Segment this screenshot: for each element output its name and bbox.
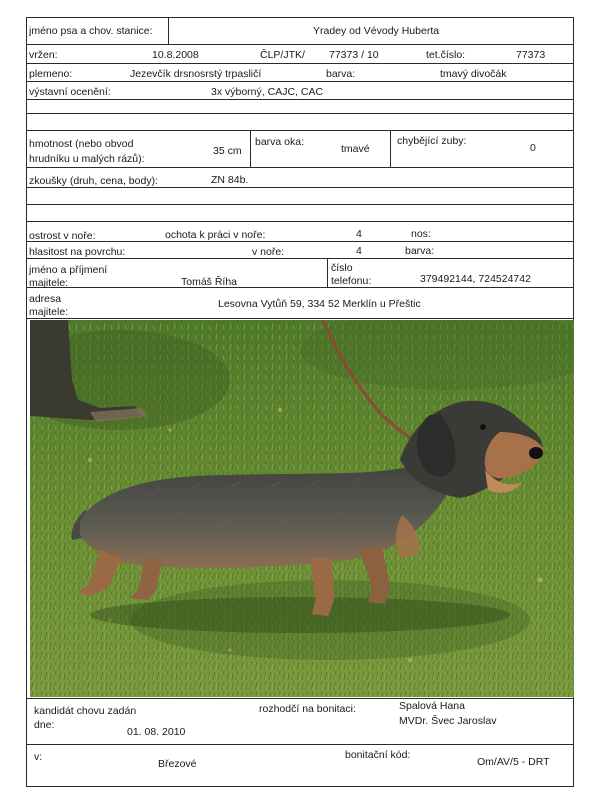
judges-label: rozhodčí na bonitaci: [259, 703, 356, 715]
weight-value: 35 cm [213, 145, 242, 157]
date-value: 01. 08. 2010 [127, 726, 186, 738]
form-line [26, 63, 574, 64]
owner-name-label-2: majitele: [29, 277, 69, 289]
form-line [26, 221, 574, 222]
weight-label-2: hrudníku u malých rázů): [29, 153, 145, 165]
registry-value: 77373 / 10 [329, 49, 379, 61]
missing-teeth-label: chybějící zuby: [397, 135, 467, 147]
missing-teeth-value: 0 [530, 142, 536, 154]
phone-label: číslo [331, 262, 353, 274]
form-line [26, 99, 574, 100]
form-line [26, 241, 574, 242]
form-border-left [26, 17, 27, 786]
phone-value: 379492144, 724524742 [420, 273, 531, 285]
color-value: tmavý divočák [440, 68, 507, 80]
awards-label: výstavní ocenění: [29, 86, 111, 98]
date-label: dne: [34, 719, 55, 731]
code-value: Om/AV/5 - DRT [477, 756, 550, 768]
form-line [26, 786, 574, 787]
loudness-label: hlasitost na povrchu: [29, 246, 126, 258]
form-divider [327, 258, 328, 287]
form-line [26, 113, 574, 114]
form-line [26, 258, 574, 259]
address-label: adresa [29, 293, 62, 305]
form-line [26, 130, 574, 131]
phone-label-2: telefonu: [331, 275, 372, 287]
form-line [26, 744, 574, 745]
tests-value: ZN 84b. [211, 174, 249, 186]
place-label: v: [34, 751, 43, 763]
owner-name-label: jméno a příjmení [29, 264, 108, 276]
dog-photo [30, 320, 574, 697]
born-label: vržen: [29, 49, 58, 61]
willingness-value: 4 [356, 228, 362, 240]
nose-label: nos: [411, 228, 431, 240]
code-label: bonitační kód: [345, 749, 411, 761]
breed-value: Jezevčík drsnosrstý trpasličí [130, 68, 262, 80]
born-value: 10.8.2008 [152, 49, 199, 61]
breeding-candidate-label: kandidát chovu zadán [34, 705, 137, 717]
form-line [26, 204, 574, 205]
form-line [26, 187, 574, 188]
sharpness-label: ostrost v noře: [29, 230, 96, 242]
form-line [26, 698, 574, 699]
owner-name-value: Tomáš Říha [181, 276, 238, 288]
form-line [26, 17, 574, 18]
color-label: barva: [326, 68, 356, 80]
form-line [26, 44, 574, 45]
tattoo-value: 77373 [516, 49, 546, 61]
awards-value: 3x výborný, CAJC, CAC [211, 86, 324, 98]
judge-name-2: MVDr. Švec Jaroslav [399, 715, 497, 727]
registry-label: ČLP/JTK/ [260, 49, 305, 61]
in-burrow-value: 4 [356, 245, 362, 257]
form-line [26, 287, 574, 288]
in-burrow-label: v noře: [252, 246, 285, 258]
weight-label: hmotnost (nebo obvod [29, 138, 134, 150]
form-divider [168, 17, 169, 44]
place-value: Březové [158, 758, 197, 770]
form-line [26, 318, 574, 319]
form-divider [390, 130, 391, 167]
willingness-label: ochota k práci v noře: [165, 229, 266, 241]
bark-color-label: barva: [405, 245, 435, 257]
tests-label: zkoušky (druh, cena, body): [29, 175, 158, 187]
address-label-2: majitele: [29, 306, 69, 318]
form-divider [250, 130, 251, 167]
form-line [26, 81, 574, 82]
eye-color-label: barva oka: [255, 136, 305, 148]
breed-label: plemeno: [29, 68, 73, 80]
address-value: Lesovna Vytůň 59, 334 52 Merklín u Přeštic [218, 298, 421, 310]
eye-color-value: tmavé [341, 143, 370, 155]
dog-name-label: jméno psa a chov. stanice: [29, 25, 153, 37]
form-line [26, 167, 574, 168]
tattoo-label: tet.číslo: [426, 49, 466, 61]
judge-name-1: Spalová Hana [399, 700, 465, 712]
dog-name-value: Yradey od Vévody Huberta [313, 25, 440, 37]
